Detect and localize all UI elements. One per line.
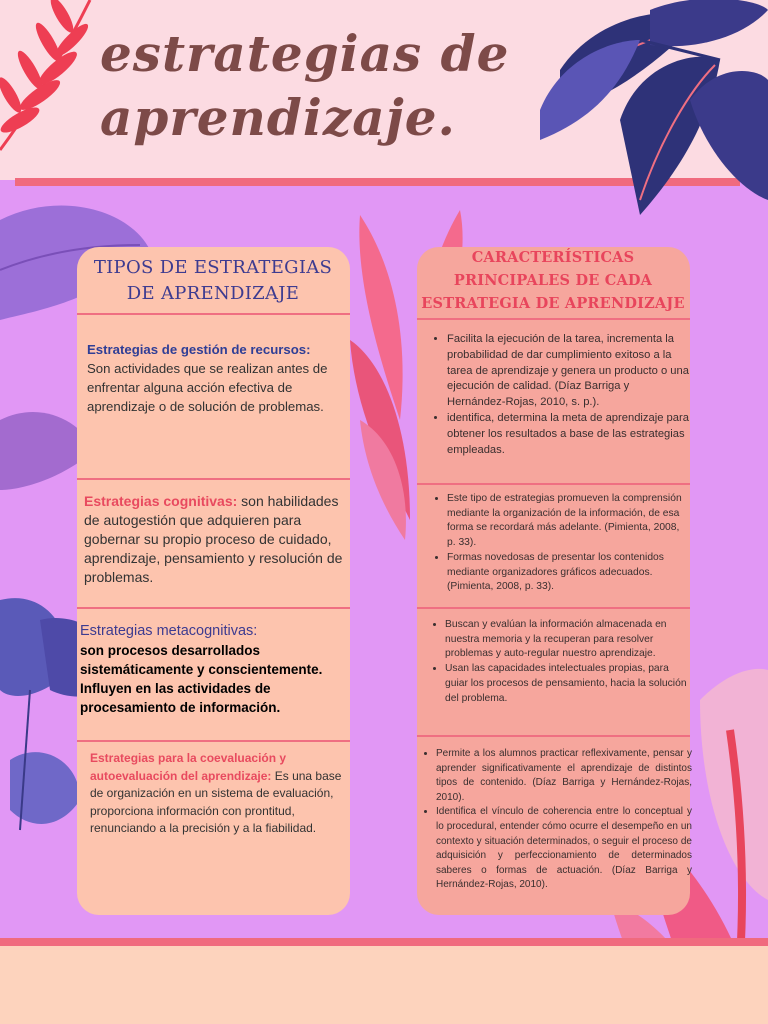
divider: [77, 313, 350, 315]
section-text: son procesos desarrollados sistemáticamente y conscientemente. Influyen en las actividades de procesamiento de información.: [80, 643, 323, 715]
characteristics-heading: CARACTERÍSTICAS PRINCIPALES DE CADA ESTRATEGIA DE APRENDIZAJE: [421, 249, 685, 312]
types-heading: TIPOS DE ESTRATEGIAS DE APRENDIZAJE: [93, 257, 333, 304]
footer-divider: [0, 938, 768, 946]
section-resources: [87, 340, 345, 416]
section-metacognitive: [80, 621, 352, 717]
list-item: • Usan las capacidades intelectuales propias, para guiar los procesos de pensamiento, hacia la solución del problema.: [445, 662, 688, 706]
list-item: • Buscan y evalúan la información almacenada en nuestra memoria y la recuperan para resolver problemas y auto-regular nuestro aprendizaje.: [445, 618, 688, 662]
divider: [417, 483, 690, 485]
red-fern-icon: [0, 0, 92, 150]
footer-band: [0, 946, 768, 1024]
divider: [417, 607, 690, 609]
title-line-2: aprendizaje.: [100, 88, 456, 147]
divider: [77, 478, 350, 480]
list-item: • Identifica el vínculo de coherencia entre lo conceptual y lo procedural, entender cómo ocurre el desempeño en un contexto y situación determinados, o seguir el proceso de adquisición y perfeccionamiento de determinados saberes o formas de actuación. (Díaz Barriga y Hernández-Rojas, 2010).: [436, 805, 692, 893]
characteristics-cognitive: [425, 492, 690, 595]
section-cognitive: [84, 492, 346, 587]
list-item: • Facilita la ejecución de la tarea, incrementa la probabilidad de dar cumplimiento exitoso a la tarea de aprendizaje y genera un producto o una ejecución de calidad. (Díaz Barriga y Hernández-Rojas, 2010, s. p.).: [447, 332, 690, 411]
list-item: • identifica, determina la meta de aprendizaje para obtener los resultados a base de las estrategias empleadas.: [447, 411, 690, 458]
navy-leaves-icon: [540, 0, 768, 215]
section-label: Estrategias cognitivas:: [84, 493, 238, 509]
divider: [417, 735, 690, 737]
divider: [417, 318, 690, 320]
title-line-1: estrategias de: [100, 24, 510, 83]
characteristics-resources: [425, 332, 690, 458]
section-label: Estrategias de gestión de recursos:: [87, 342, 311, 357]
divider: [77, 740, 350, 742]
section-label: Estrategias para la coevaluación y autoevaluación del aprendizaje:: [90, 751, 287, 783]
list-item: • Formas novedosas de presentar los contenidos mediante organizadores gráficos adecuados.(Pimienta, 2008, p. 33).: [447, 551, 690, 595]
divider: [77, 607, 350, 609]
list-item: • Este tipo de estrategias promueven la comprensión mediante la organización de la información, de esa forma se recordará más adelante. (Pimienta, 2008, p. 33).: [447, 492, 690, 551]
section-text: Son actividades que se realizan antes de enfrentar alguna acción efectiva de aprendizaje o de solución de problemas.: [87, 361, 328, 414]
section-label: Estrategias metacognitivas:: [80, 623, 258, 639]
section-text: Es una base de organización en un sistema de evaluación, proporciona información con prontitud, renunciando a la precisión y a la fiabilidad.: [90, 768, 342, 835]
section-text: son habilidades de autogestión que adquieren para gobernar su propio proceso de cuidado, aprendizaje, pensamiento y resolución de problemas.: [84, 493, 343, 585]
characteristics-evaluation: [414, 747, 692, 893]
list-item: • Permite a los alumnos practicar reflexivamente, pensar y aprender significativamente el aprendizaje de distintos tipos de contenido. (Díaz Barriga y Hernández-Rojas, 2010).: [436, 747, 692, 805]
section-evaluation: [90, 750, 342, 838]
page-title: [100, 22, 560, 150]
characteristics-metacognitive: [423, 618, 688, 706]
